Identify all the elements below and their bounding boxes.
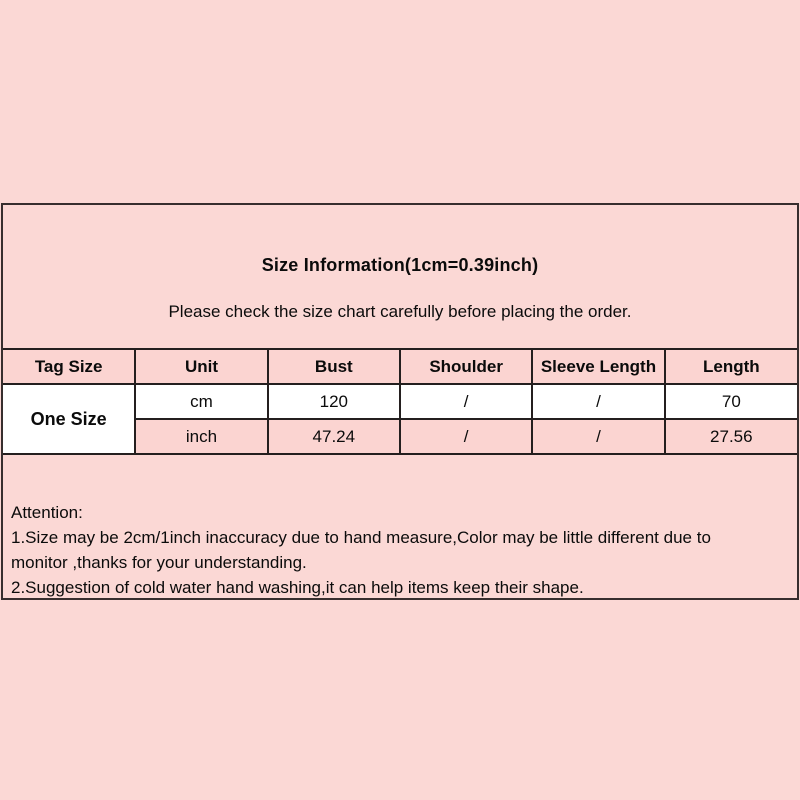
col-header-unit: Unit: [135, 349, 267, 384]
attention-heading: Attention:: [11, 503, 83, 522]
unit-cell-inch: inch: [135, 419, 267, 454]
size-info-title: Size Information(1cm=0.39inch): [261, 255, 539, 275]
shoulder-cell-cm: /: [400, 384, 532, 419]
size-info-subtitle: Please check the size chart carefully before placing the order.: [168, 302, 632, 321]
size-table: [3, 348, 797, 455]
attention-line: 2.Suggestion of cold water hand washing,it can help items keep their shape.: [11, 578, 584, 597]
shoulder-cell-inch: /: [400, 419, 532, 454]
length-cell-cm: 70: [665, 384, 797, 419]
col-header-sleeve-length: Sleeve Length: [532, 349, 664, 384]
tag-size-cell: One Size: [3, 384, 135, 454]
size-row-cm: [3, 384, 797, 419]
length-cell-inch: 27.56: [665, 419, 797, 454]
attention-line: 1.Size may be 2cm/1inch inaccuracy due to hand measure,Color may be little different due to: [11, 528, 711, 547]
sleeve-length-cell-cm: /: [532, 384, 664, 419]
col-header-shoulder: Shoulder: [400, 349, 532, 384]
attention-line: monitor ,thanks for your understanding.: [11, 553, 307, 572]
attention-section: [3, 455, 797, 600]
size-info-panel: [1, 203, 799, 600]
col-header-length: Length: [665, 349, 797, 384]
col-header-tag-size: Tag Size: [3, 349, 135, 384]
size-table-header-row: [3, 349, 797, 384]
unit-cell-cm: cm: [135, 384, 267, 419]
bust-cell-inch: 47.24: [268, 419, 400, 454]
bust-cell-cm: 120: [268, 384, 400, 419]
title-area: [3, 205, 797, 348]
sleeve-length-cell-inch: /: [532, 419, 664, 454]
col-header-bust: Bust: [268, 349, 400, 384]
